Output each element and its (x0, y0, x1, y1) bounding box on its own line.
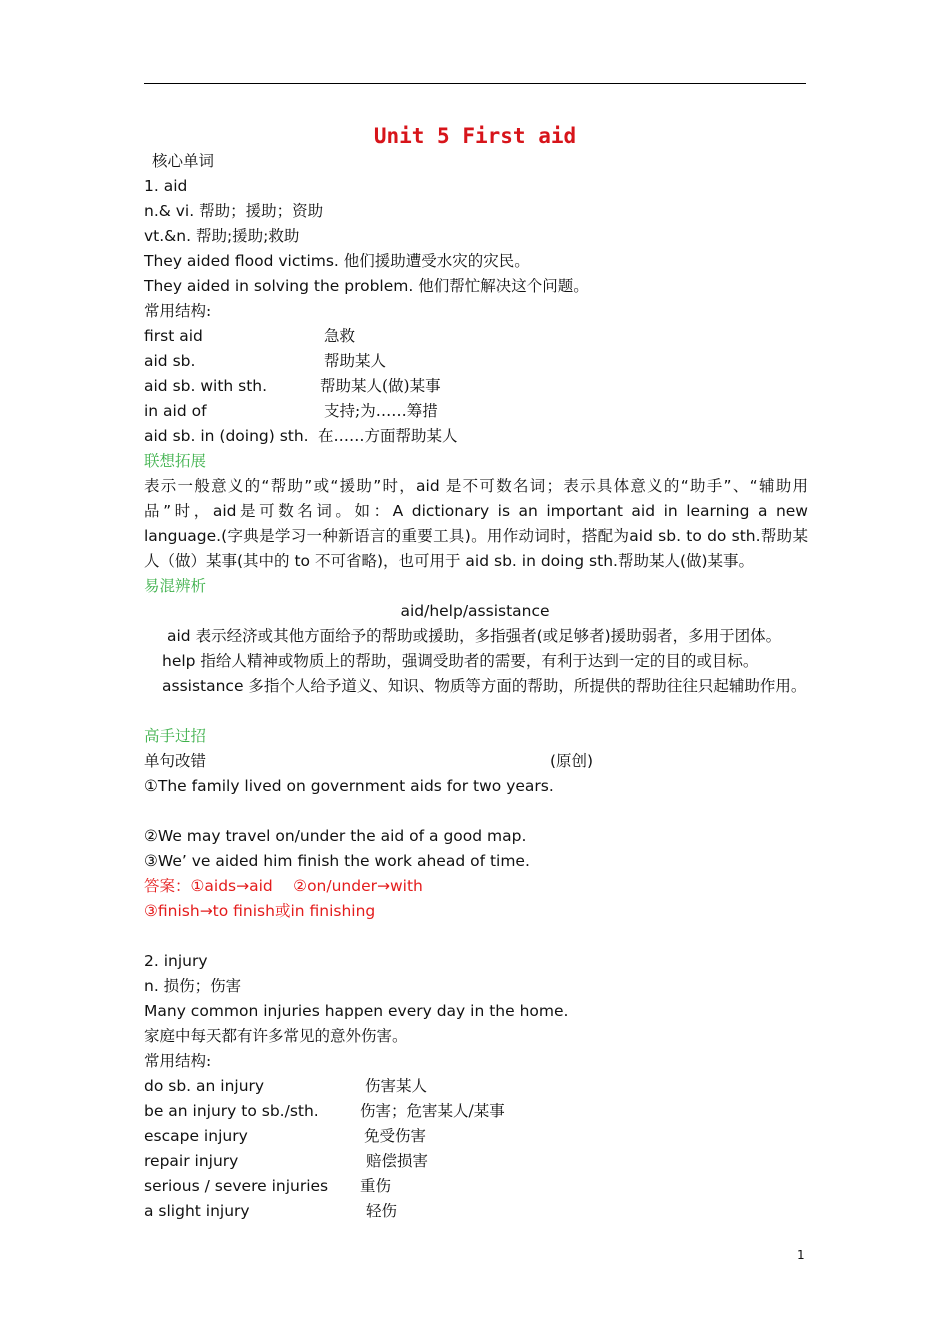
phrase-en: escape injury (144, 1127, 248, 1145)
confuse-assistance: assistance 多指个人给予道义、知识、物质等方面的帮助，所提供的帮助往往只起辅助作用。 (162, 677, 807, 695)
injury-phrase (144, 1199, 398, 1224)
aid-phrase (144, 349, 387, 374)
aid-phrase (144, 424, 458, 449)
injury-structures-label: 常用结构: (144, 1052, 212, 1070)
question-3: ③We’ ve aided him finish the work ahead of time. (144, 852, 530, 870)
phrase-cn: 重伤 (360, 1177, 392, 1195)
aid-example-2: They aided in solving the problem. 他们帮忙解决这个问题。 (144, 277, 589, 295)
answer-line-2: ③finish→to finish或in finishing (144, 902, 376, 920)
phrase-cn: 免受伤害 (364, 1127, 427, 1145)
phrase-cn: 支持;为……筹措 (324, 402, 438, 420)
aid-structures-label: 常用结构: (144, 302, 212, 320)
phrase-en: aid sb. (144, 352, 196, 370)
phrase-cn: 急救 (324, 327, 356, 345)
phrase-cn: 伤害；危害某人/某事 (360, 1102, 505, 1120)
phrase-en: aid sb. with sth. (144, 377, 268, 395)
phrase-cn: 帮助某人 (324, 352, 387, 370)
injury-phrase (144, 1174, 392, 1199)
extend-paragraph: 表示一般意义的“帮助”或“援助”时，aid 是不可数名词；表示具体意义的“助手”、“辅助用品”时，aid是可数名词。如：A dictionary is an important aid in learning a new language.(字典是学习一种新语言的重要工具)。用作动词时，搭配为aid sb. to do sth.帮助某人（做）某事(其中的 to 不可省略)，也可用于 aid sb. in doing sth.帮助某人(做)某事。 (144, 477, 808, 570)
section-core-words: 核心单词 (152, 152, 215, 170)
phrase-cn: 伤害某人 (365, 1077, 428, 1095)
injury-example-en: Many common injuries happen every day in the home. (144, 1002, 569, 1020)
exercise-label: 单句改错 (144, 752, 207, 770)
phrase-en: do sb. an injury (144, 1077, 265, 1095)
question-2: ②We may travel on/under the aid of a good map. (144, 827, 527, 845)
phrase-cn: 轻伤 (366, 1202, 398, 1220)
confuse-heading: aid/help/assistance (400, 602, 550, 620)
injury-phrase (144, 1149, 429, 1174)
page-title: Unit 5 First aid (373, 124, 577, 148)
aid-example-1: They aided flood victims. 他们援助遭受水灾的灾民。 (144, 252, 530, 270)
injury-phrase (144, 1099, 505, 1124)
phrase-en: serious / severe injuries (144, 1177, 329, 1195)
confuse-aid: aid 表示经济或其他方面给予的帮助或援助，多指强者(或足够者)援助弱者，多用于团体。 (167, 627, 782, 645)
confuse-label: 易混辨析 (144, 577, 207, 595)
aid-phrase (144, 399, 438, 424)
phrase-en: repair injury (144, 1152, 239, 1170)
confuse-help: help 指给人精神或物质上的帮助，强调受助者的需要，有利于达到一定的目的或目标。 (162, 652, 759, 670)
word-heading-aid: 1. aid (144, 177, 188, 195)
aid-pos-2: vt.&n. 帮助;援助;救助 (144, 227, 300, 245)
injury-phrase (144, 1074, 428, 1099)
header-rule (144, 83, 806, 84)
answer-line-1: 答案：①aids→aid ②on/under→with (144, 877, 423, 895)
injury-phrase (144, 1124, 427, 1149)
extend-label: 联想拓展 (144, 452, 207, 470)
phrase-cn: 帮助某人(做)某事 (320, 377, 441, 395)
phrase-en: a slight injury (144, 1202, 250, 1220)
question-1: ①The family lived on government aids for two years. (144, 777, 554, 795)
injury-example-cn: 家庭中每天都有许多常见的意外伤害。 (144, 1027, 408, 1045)
phrase-en: first aid (144, 327, 203, 345)
aid-phrase (144, 374, 441, 399)
injury-pos: n. 损伤；伤害 (144, 977, 242, 995)
master-label: 高手过招 (144, 727, 207, 745)
aid-phrase (144, 324, 356, 349)
phrase-en: be an injury to sb./sth. (144, 1102, 319, 1120)
phrase-cn: 赔偿损害 (366, 1152, 429, 1170)
original-label: (原创) (550, 752, 594, 770)
phrase-cn: 在……方面帮助某人 (318, 427, 458, 445)
word-heading-injury: 2. injury (144, 952, 208, 970)
phrase-en: in aid of (144, 402, 207, 420)
page-number: 1 (797, 1248, 805, 1262)
aid-pos-1: n.& vi. 帮助；援助；资助 (144, 202, 324, 220)
phrase-en: aid sb. in (doing) sth. (144, 427, 309, 445)
